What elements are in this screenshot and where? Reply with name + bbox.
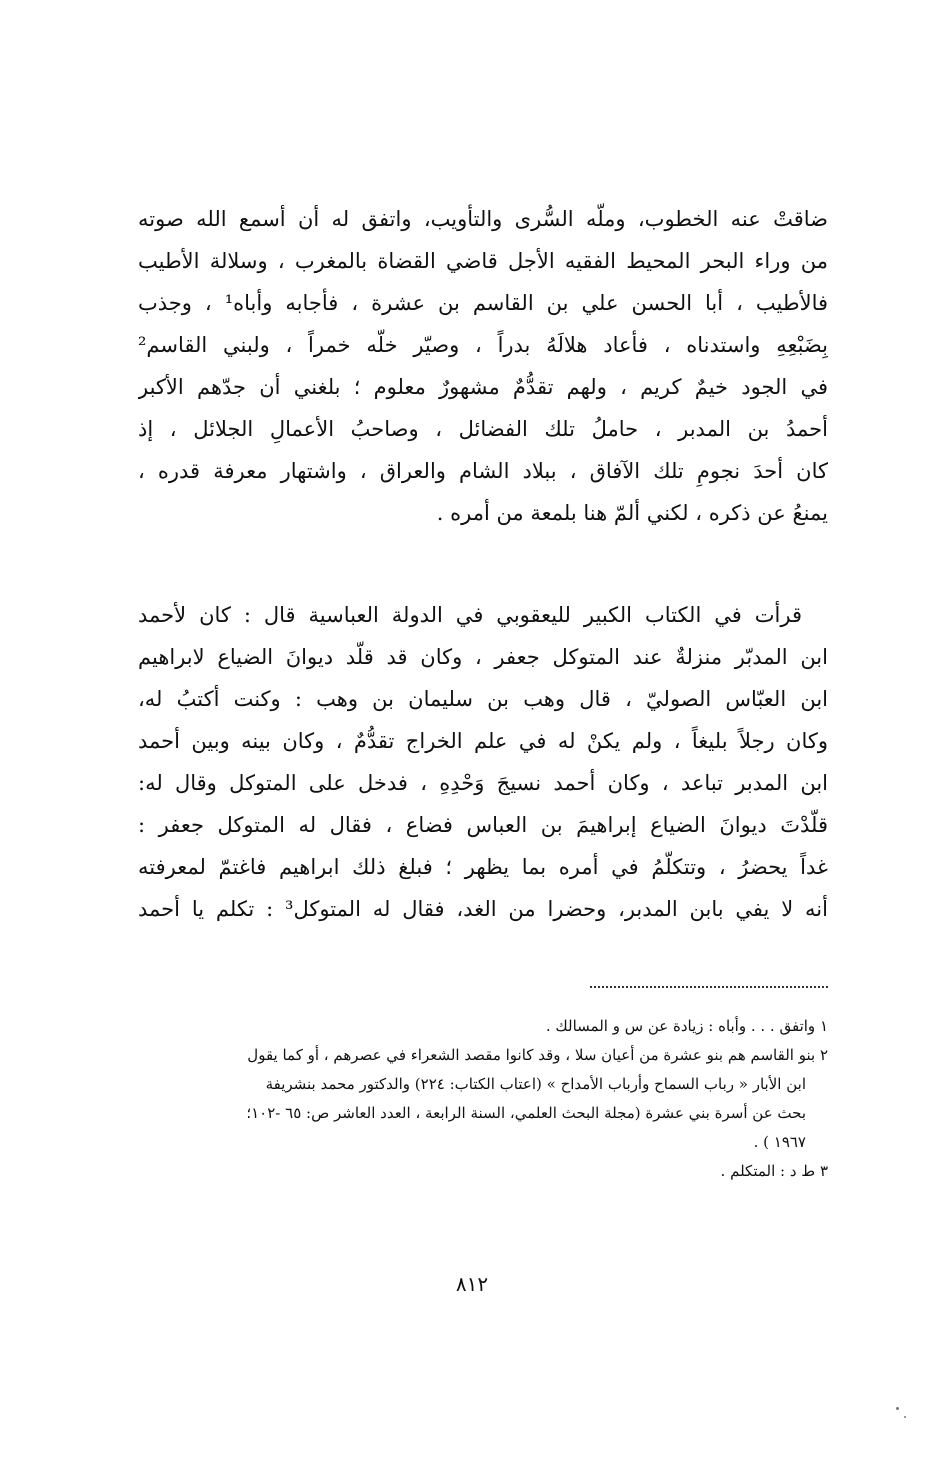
text-line: بِضَبْعِهِ واستدناه ، فأعاد هلالَهُ بدراً ، وصيّر خلّه خمراً ، ولبني القاسم² bbox=[138, 333, 828, 357]
text-line: وكان رجلاً بليغاً ، ولم يكنْ له في علم الخراج تقدُّمٌ ، وكان بينه وبين أحمد bbox=[138, 729, 828, 753]
footnote-separator bbox=[590, 986, 828, 988]
text-line: قرأت في الكتاب الكبير لليعقوبي في الدولة العباسية قال : كان لأحمد bbox=[138, 603, 802, 627]
text-line: ضاقتْ عنه الخطوب، وملّه السُّرى والتأويب، واتفق له أن أسمع الله صوته bbox=[138, 207, 828, 231]
text-line: يمنعُ عن ذكره ، لكني ألمّ هنا بلمعة من أمره . bbox=[436, 501, 828, 525]
text-line: من وراء البحر المحيط الفقيه الأجل قاضي القضاة بالمغرب ، وسلالة الأطيب bbox=[138, 249, 828, 273]
scan-speck bbox=[896, 1407, 899, 1410]
scan-speck bbox=[904, 1416, 906, 1418]
text-line: فالأطيب ، أبا الحسن علي بن القاسم بن عشرة ، فأجابه وأباه¹ ، وجذب bbox=[138, 291, 828, 315]
text-line: قلّدْتَ ديوانَ الضياع إبراهيمَ بن العباس فضاع ، فقال له المتوكل جعفر : bbox=[138, 813, 828, 837]
text-line: ابن المدبّر منزلةٌ عند المتوكل جعفر ، وكان قد قلّد ديوانَ الضياع لابراهيم bbox=[138, 645, 828, 669]
paragraph-2 bbox=[138, 594, 828, 930]
footnote-2-continued: ١٩٦٧ ) . bbox=[753, 1133, 806, 1151]
page-number: ٨١٢ bbox=[455, 1272, 489, 1296]
text-line: في الجود خيمٌ كريم ، ولهم تقدُّمٌ مشهورٌ معلوم ؛ بلغني أن جدّهم الأكبر bbox=[138, 375, 828, 399]
footnote-2-continued: ابن الأبار « رباب السماح وأرباب الأمداح » (اعتاب الكتاب: ٢٢٤) والدكتور محمد بنشريفة bbox=[265, 1075, 806, 1093]
text-line: ابن العبّاس الصوليّ ، قال وهب بن سليمان بن وهب : وكنت أكتبُ له، bbox=[138, 687, 828, 711]
footnotes bbox=[150, 1012, 828, 1186]
text-line: كان أحدَ نجومِ تلك الآفاق ، ببلاد الشام والعراق ، واشتهار معرفة قدره ، bbox=[138, 459, 828, 483]
text-line: غداً يحضرُ ، وتتكلّمُ في أمره بما يظهر ؛ فبلغ ذلك ابراهيم فاغتمّ لمعرفته bbox=[138, 855, 828, 879]
text-line: ابن المدبر تباعد ، وكان أحمد نسيجَ وَحْدِهِ ، فدخل على المتوكل وقال له: bbox=[138, 771, 828, 795]
paragraph-1 bbox=[138, 198, 828, 534]
footnote-2: ٢ بنو القاسم هم بنو عشرة من أعيان سلا ، وقد كانوا مقصد الشعراء في عصرهم ، أو كما يقول bbox=[247, 1046, 828, 1064]
footnote-1: ١ واتفق . . . وأباه : زيادة عن س و المسالك . bbox=[545, 1017, 828, 1035]
text-line: أحمدُ بن المدبر ، حاملُ تلك الفضائل ، وصاحبُ الأعمالِ الجلائل ، إذ bbox=[138, 417, 828, 441]
footnote-2-continued: بحث عن أسرة بني عشرة (مجلة البحث العلمي، السنة الرابعة ، العدد العاشر ص: ٦٥ -١٠٢؛ bbox=[246, 1104, 806, 1122]
text-line: أنه لا يفي بابن المدبر، وحضرا من الغد، فقال له المتوكل³ : تكلم يا أحمد bbox=[138, 897, 828, 921]
footnote-3: ٣ ط د : المتكلم . bbox=[720, 1162, 828, 1180]
